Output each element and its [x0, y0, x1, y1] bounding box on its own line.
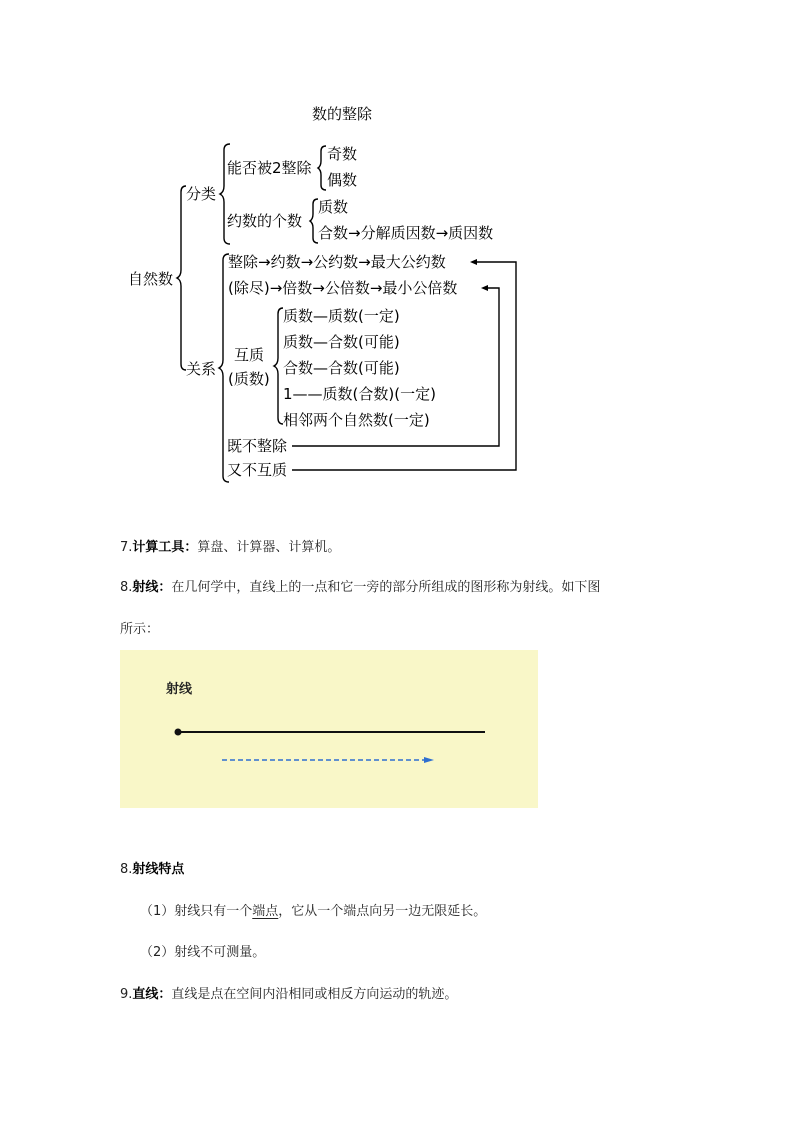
neither-divisible-label: 既不整除: [227, 437, 288, 455]
classify-label: 分类: [186, 185, 217, 203]
section-8-features: [120, 858, 184, 877]
relation-label: 关系: [186, 360, 217, 378]
even-number: 偶数: [327, 171, 358, 189]
coprime-item: 合数—合数(可能): [283, 359, 400, 377]
coprime-item: 质数—质数(一定): [283, 307, 400, 325]
section-8-ray: [120, 576, 600, 595]
coprime-item: 质数—合数(可能): [283, 333, 400, 351]
section-term: 计算工具：: [132, 540, 198, 555]
section-number: 7.: [120, 540, 133, 555]
div2-label: 能否被2整除: [227, 159, 312, 177]
diagram-title: 数的整除: [312, 105, 373, 123]
section-term: 射线特点: [132, 862, 185, 877]
ray-drawing: [120, 650, 538, 808]
odd-number: 奇数: [327, 145, 358, 163]
div2-brace: [318, 146, 326, 190]
section-7: [120, 536, 340, 555]
ray-direction-arrowhead: [424, 757, 434, 763]
neither-coprime-label: 又不互质: [227, 461, 288, 479]
section-9: [120, 983, 457, 1002]
factors-label: 约数的个数: [227, 212, 303, 230]
ray-figure-label: 射线: [166, 682, 193, 697]
ray-figure: [120, 650, 538, 808]
section-number: 9.: [120, 987, 133, 1002]
composite-chain: 合数→分解质因数→质因数: [318, 224, 494, 242]
feature-underlined-term: 端点: [252, 904, 279, 919]
section-text: 算盘、计算器、计算机。: [197, 540, 341, 555]
root-label: 自然数: [128, 270, 174, 288]
feature-item-2: （2）射线不可测量。: [140, 945, 266, 960]
relation-row-lcm: (除尽)→倍数→公倍数→最小公倍数: [228, 279, 458, 297]
section-term: 直线：: [132, 987, 172, 1002]
coprime-label: 互质: [234, 346, 265, 364]
coprime-label-sub: (质数): [228, 370, 270, 388]
section-number: 8.: [120, 862, 133, 877]
relation-row-gcd: 整除→约数→公约数→最大公约数: [228, 253, 446, 271]
feature-item-1: [140, 900, 486, 919]
root-brace: [177, 186, 186, 370]
section-number: 8.: [120, 580, 133, 595]
coprime-item: 1——质数(合数)(一定): [283, 385, 436, 403]
section-text: 在几何学中，直线上的一点和它一旁的部分所组成的图形称为射线。如下图: [171, 580, 601, 595]
section-text: 直线是点在空间内沿相同或相反方向运动的轨迹。: [171, 987, 458, 1002]
prime-number: 质数: [318, 198, 349, 216]
coprime-brace: [274, 308, 283, 424]
section-term: 射线：: [132, 580, 172, 595]
feature-text: ，它从一个端点向另一边无限延长。: [278, 904, 487, 919]
feature-text: （1）射线只有一个: [140, 904, 253, 919]
factors-brace: [310, 199, 318, 243]
coprime-item: 相邻两个自然数(一定): [283, 411, 430, 429]
section-8-ray-cont: 所示：: [120, 622, 160, 637]
